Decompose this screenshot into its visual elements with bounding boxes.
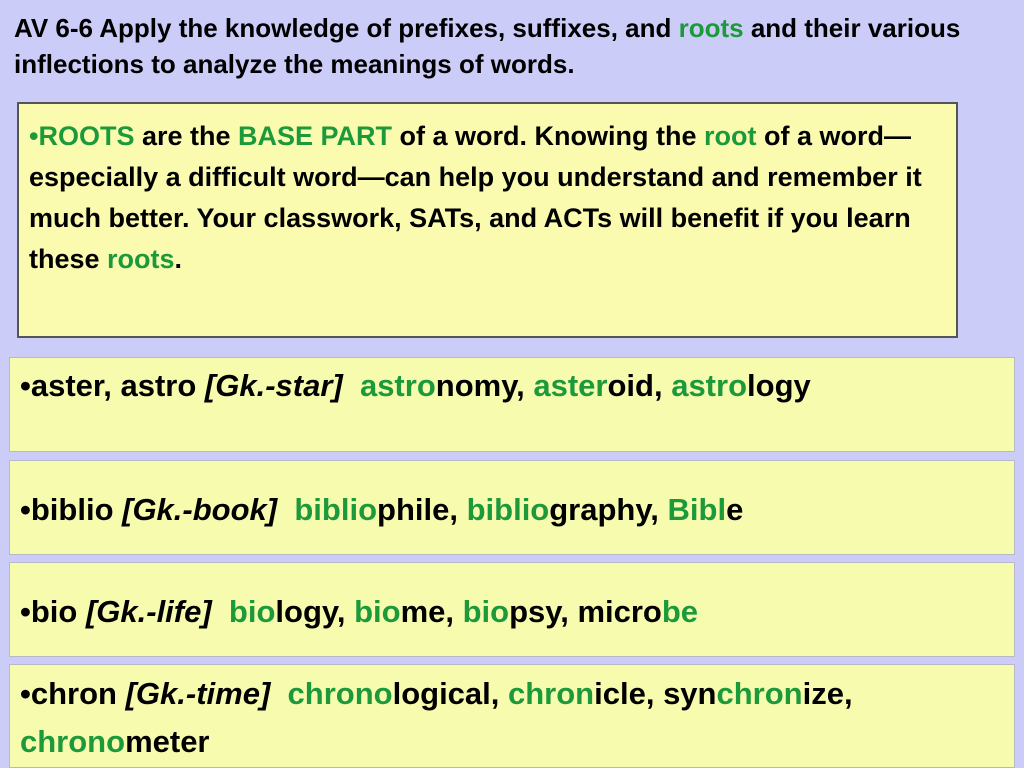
example-rest: icle,	[594, 676, 664, 711]
root-name: •aster, astro	[20, 368, 205, 403]
example-rest: logy,	[275, 594, 355, 629]
root-origin: [Gk.-book]	[122, 492, 278, 527]
root-origin: [Gk.-star]	[204, 368, 343, 403]
example-root-part: chrono	[287, 676, 393, 711]
example-root-part: chron	[508, 676, 595, 711]
example-rest: phile,	[377, 492, 467, 527]
root-name: •chron	[20, 676, 126, 711]
root-name: •biblio	[20, 492, 123, 527]
example-root-part: chron	[716, 676, 803, 711]
intro-roots-term: ROOTS	[38, 121, 135, 151]
example-rest: logy	[747, 368, 811, 403]
intro-text-3: of a word—especially a difficult word—can help you understand and remember it much better. Your classwork, SATs, and ACTs will benefit if you learn these	[29, 121, 922, 274]
example-root-part: aster	[533, 368, 608, 403]
example-rest: graphy,	[549, 492, 668, 527]
example-rest: e	[726, 492, 744, 527]
example-root-part: bio	[354, 594, 401, 629]
heading-text-2: and their various inflections to analyze the meanings of words.	[14, 13, 961, 79]
example-root-part: astro	[359, 368, 436, 403]
example-rest: nomy,	[435, 368, 534, 403]
heading-text-1: AV 6-6 Apply the knowledge of prefixes, suffixes, and	[14, 13, 679, 43]
root-card-bio	[9, 562, 1015, 657]
intro-root-term: root	[704, 121, 757, 151]
example-root-part: biblio	[466, 492, 550, 527]
example-root-part: astro	[671, 368, 748, 403]
roots-intro-box	[17, 102, 958, 338]
root-card-aster	[9, 357, 1015, 452]
root-origin: [Gk.-time]	[125, 676, 271, 711]
intro-base-part-term: BASE PART	[238, 121, 393, 151]
root-card-biblio	[9, 460, 1015, 555]
example-root-part: be	[661, 594, 699, 629]
example-rest: psy,	[509, 594, 578, 629]
root-name: •bio	[20, 594, 86, 629]
example-rest: me,	[400, 594, 463, 629]
heading-roots-word: roots	[678, 13, 744, 43]
example-root-part: biblio	[294, 492, 378, 527]
intro-text-1: are the	[134, 121, 239, 151]
example-root-part: chrono	[20, 724, 126, 759]
root-card-chron	[9, 664, 1015, 768]
example-rest: oid,	[607, 368, 672, 403]
example-rest: ize,	[802, 676, 853, 711]
example-root-part: bio	[462, 594, 510, 629]
root-origin: [Gk.-life]	[85, 594, 212, 629]
intro-text-2: of a word. Knowing the	[392, 121, 705, 151]
example-rest: syn	[663, 676, 717, 711]
intro-bullet: •	[29, 121, 39, 151]
example-root-part: bio	[228, 594, 276, 629]
intro-text-4: .	[174, 244, 183, 274]
example-rest: meter	[125, 724, 210, 759]
standard-heading	[14, 10, 1014, 82]
intro-roots-term-2: roots	[107, 244, 175, 274]
example-rest: micro	[577, 594, 662, 629]
example-root-part: Bibl	[667, 492, 727, 527]
example-rest: logical,	[392, 676, 508, 711]
